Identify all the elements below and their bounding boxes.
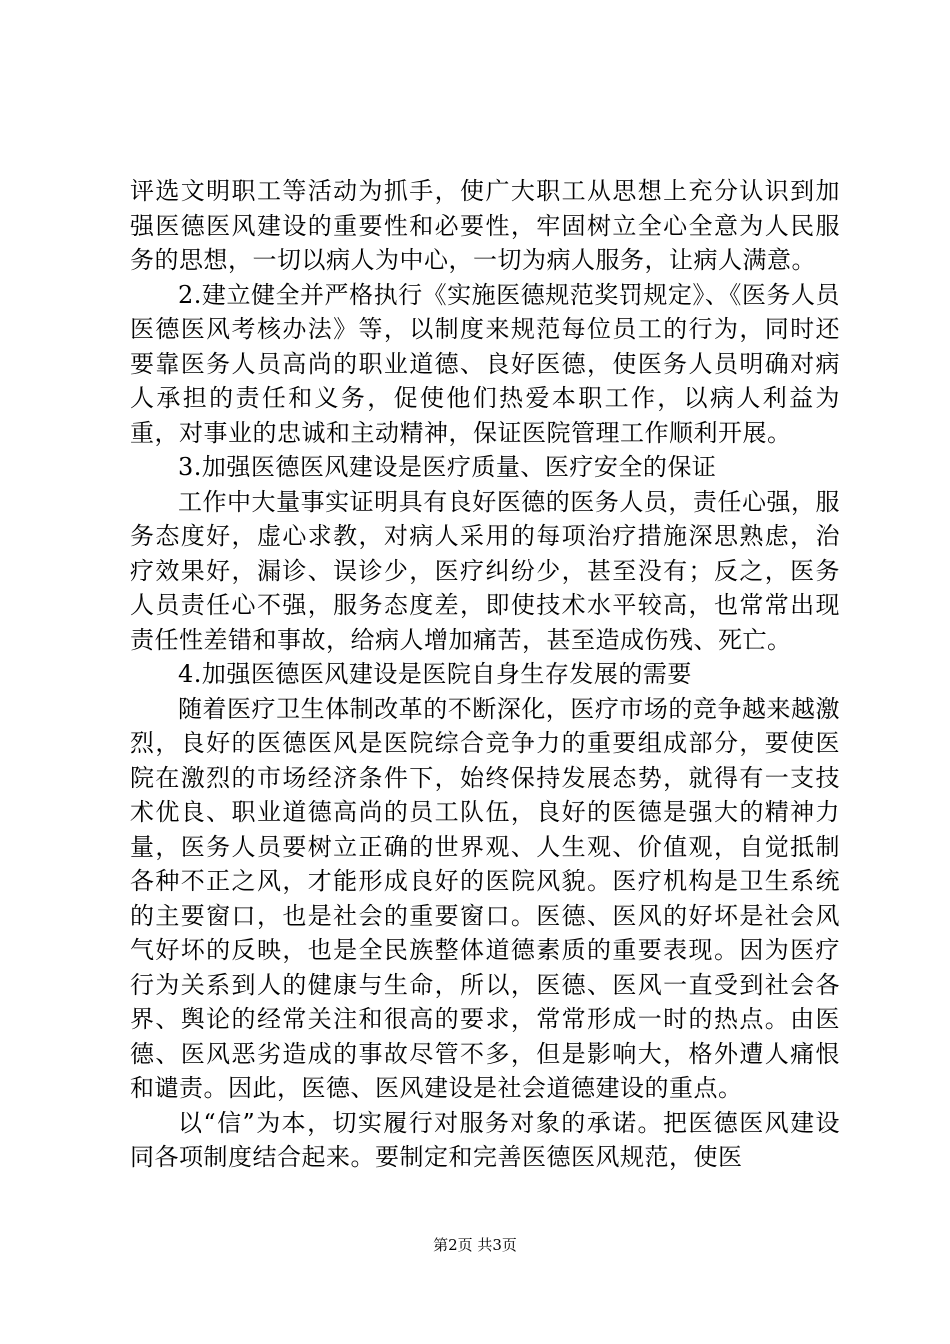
page-footer	[0, 1235, 950, 1255]
paragraph-section-4-body: 随着医疗卫生体制改革的不断深化，医疗市场的竞争越来越激烈，良好的医德医风是医院综合竞争力的重要组成部分，要使医院在激烈的市场经济条件下，始终保持发展态势，就得有一支技术优良、职业道德高尚的员工队伍，良好的医德是强大的精神力量，医务人员要树立正确的世界观、人生观、价值观，自觉抵制各种不正之风，才能形成良好的医院风貌。医疗机构是卫生系统的主要窗口，也是社会的重要窗口。医德、医风的好坏是社会风气好坏的反映，也是全民族整体道德素质的重要表现。因为医疗行为关系到人的健康与生命，所以，医德、医风一直受到社会各界、舆论的经常关注和很高的要求，常常形成一时的热点。由医德、医风恶劣造成的事故尽管不多，但是影响大，格外遭人痛恨和谴责。因此，医德、医风建设是社会道德建设的重点。	[130, 694, 840, 1102]
paragraph-section-3-body: 工作中大量事实证明具有良好医德的医务人员，责任心强，服务态度好，虚心求教，对病人采用的每项治疗措施深思熟虑，治疗效果好，漏诊、误诊少，医疗纠纷少，甚至没有；反之，医务人员责任心不强，服务态度差，即使技术水平较高，也常常出现责任性差错和事故，给病人增加痛苦，甚至造成伤残、死亡。	[130, 487, 840, 654]
paragraph-continuation: 评选文明职工等活动为抓手，使广大职工从思想上充分认识到加强医德医风建设的重要性和必要性，牢固树立全心全意为人民服务的思想，一切以病人为中心，一切为病人服务，让病人满意。	[130, 177, 840, 274]
section-heading-4: 4.加强医德医风建设是医院自身生存发展的需要	[178, 660, 692, 688]
paragraph-trust: 以“信”为本，切实履行对服务对象的承诺。把医德医风建设同各项制度结合起来。要制定和完善医德医风规范，使医	[130, 1108, 840, 1171]
paragraph-item-2: 2.建立健全并严格执行《实施医德规范奖罚规定》、《医务人员医德医风考核办法》等，以制度来规范每位员工的行为，同时还要靠医务人员高尚的职业道德、良好医德，使医务人员明确对病人承担的责任和义务，促使他们热爱本职工作，以病人利益为重，对事业的忠诚和主动精神，保证医院管理工作顺利开展。	[130, 280, 840, 447]
section-heading-3: 3.加强医德医风建设是医疗质量、医疗安全的保证	[178, 453, 717, 481]
document-body	[130, 174, 840, 1175]
page-number-label: 第2页 共3页	[433, 1236, 517, 1254]
